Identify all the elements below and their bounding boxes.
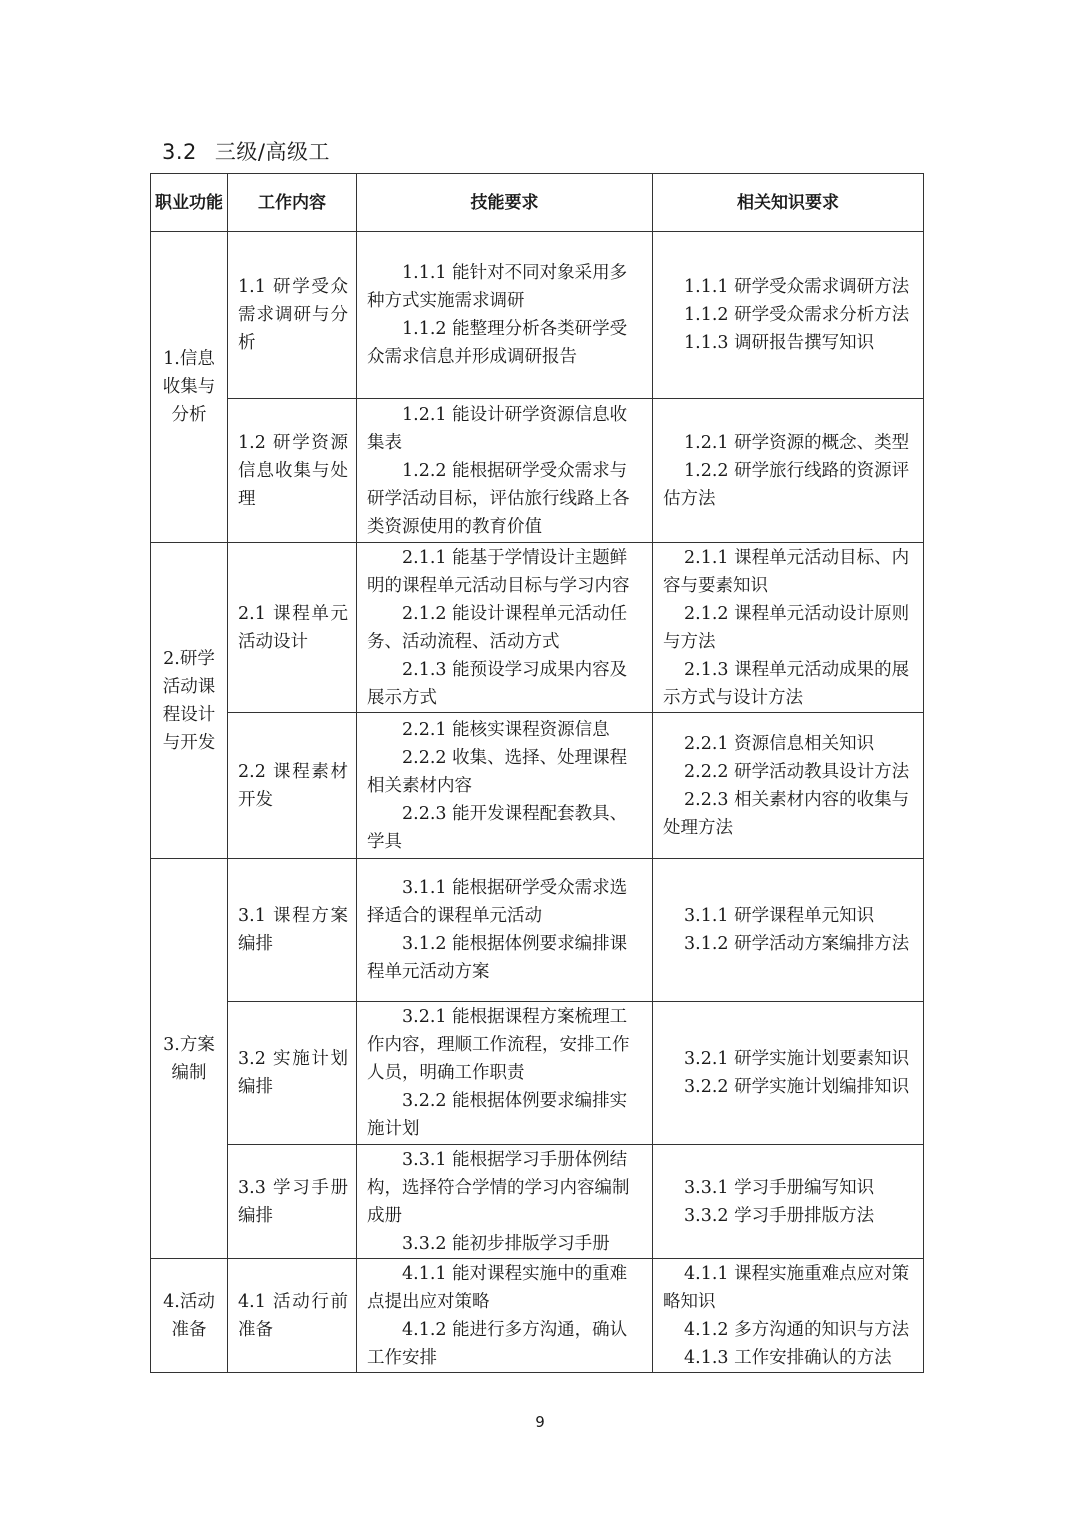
skill-cell xyxy=(357,399,653,543)
skill-cell xyxy=(357,232,653,399)
skill-item: 3.2.2 能根据体例要求编排实施计划 xyxy=(367,1091,628,1139)
knowledge-item: 1.2.2 研学旅行线路的资源评估方法 xyxy=(663,460,910,509)
knowledge-item: 3.3.1 学习手册编写知识 xyxy=(684,1177,875,1198)
function-cell: 2.研学活动课程设计与开发 xyxy=(151,543,228,859)
work-cell: 3.1 课程方案编排 xyxy=(228,859,357,1002)
skill-item: 2.2.1 能核实课程资源信息 xyxy=(402,719,610,740)
work-cell: 2.1 课程单元活动设计 xyxy=(228,543,357,713)
knowledge-item: 4.1.2 多方沟通的知识与方法 xyxy=(684,1319,910,1340)
knowledge-cell xyxy=(653,1259,924,1373)
knowledge-cell xyxy=(653,232,924,399)
knowledge-cell xyxy=(653,543,924,713)
section-number: 3.2 xyxy=(162,140,197,164)
knowledge-item: 3.3.2 学习手册排版方法 xyxy=(684,1205,875,1226)
skill-item: 2.1.3 能预设学习成果内容及展示方式 xyxy=(367,659,628,708)
knowledge-item: 3.2.2 研学实施计划编排知识 xyxy=(684,1077,910,1097)
knowledge-cell xyxy=(653,399,924,543)
table-row xyxy=(151,713,924,859)
skill-item: 4.1.1 能对课程实施中的重难点提出应对策略 xyxy=(367,1263,628,1312)
section-title xyxy=(162,136,330,166)
skill-standard-table xyxy=(150,173,924,1373)
work-cell: 4.1 活动行前准备 xyxy=(228,1259,357,1373)
work-cell: 3.3 学习手册编排 xyxy=(228,1145,357,1259)
skill-item: 3.3.1 能根据学习手册体例结构，选择符合学情的学习内容编制成册 xyxy=(367,1149,630,1226)
knowledge-item: 1.1.3 调研报告撰写知识 xyxy=(684,333,875,353)
skill-item: 2.2.3 能开发课程配套教具、学具 xyxy=(367,803,628,852)
table-row xyxy=(151,232,924,399)
page-number: 9 xyxy=(535,1413,545,1431)
skill-item: 1.2.1 能设计研学资源信息收集表 xyxy=(367,404,628,453)
knowledge-item: 1.1.2 研学受众需求分析方法 xyxy=(684,305,910,325)
skill-item: 2.1.2 能设计课程单元活动任务、活动流程、活动方式 xyxy=(367,603,628,652)
header-knowledge: 相关知识要求 xyxy=(653,174,924,232)
skill-item: 3.2.1 能根据课程方案梳理工作内容，理顺工作流程，安排工作人员，明确工作职责 xyxy=(367,1007,630,1083)
skill-cell xyxy=(357,1145,653,1259)
knowledge-item: 2.2.2 研学活动教具设计方法 xyxy=(684,761,910,782)
work-cell: 1.2 研学资源信息收集与处理 xyxy=(228,399,357,543)
section-title-text: 三级/高级工 xyxy=(214,140,330,164)
skill-cell xyxy=(357,859,653,1002)
work-cell: 1.1 研学受众需求调研与分析 xyxy=(228,232,357,399)
skill-item: 2.2.2 收集、选择、处理课程相关素材内容 xyxy=(367,747,628,796)
skill-item: 2.1.1 能基于学情设计主题鲜明的课程单元活动目标与学习内容 xyxy=(367,547,630,596)
knowledge-cell xyxy=(653,859,924,1002)
table-row xyxy=(151,543,924,713)
knowledge-cell xyxy=(653,713,924,859)
header-work: 工作内容 xyxy=(228,174,357,232)
knowledge-item: 2.1.3 课程单元活动成果的展示方式与设计方法 xyxy=(663,659,910,708)
header-row xyxy=(151,174,924,232)
knowledge-item: 4.1.3 工作安排确认的方法 xyxy=(684,1347,892,1368)
knowledge-item: 3.2.1 研学实施计划要素知识 xyxy=(684,1049,910,1069)
knowledge-item: 1.2.1 研学资源的概念、类型 xyxy=(684,432,910,453)
table-row xyxy=(151,399,924,543)
knowledge-item: 3.1.1 研学课程单元知识 xyxy=(684,906,875,926)
header-function: 职业功能 xyxy=(151,174,228,232)
skill-item: 1.1.1 能针对不同对象采用多种方式实施需求调研 xyxy=(367,263,628,311)
skill-cell xyxy=(357,1002,653,1145)
knowledge-cell xyxy=(653,1002,924,1145)
knowledge-item: 2.2.3 相关素材内容的收集与处理方法 xyxy=(663,789,910,838)
function-cell: 4.活动准备 xyxy=(151,1259,228,1373)
knowledge-item: 2.1.2 课程单元活动设计原则与方法 xyxy=(663,603,910,652)
skill-item: 3.1.2 能根据体例要求编排课程单元活动方案 xyxy=(367,934,628,982)
skill-cell xyxy=(357,713,653,859)
knowledge-item: 3.1.2 研学活动方案编排方法 xyxy=(684,934,910,954)
skill-item: 1.1.2 能整理分析各类研学受众需求信息并形成调研报告 xyxy=(367,319,628,367)
skill-item: 3.3.2 能初步排版学习手册 xyxy=(402,1233,610,1254)
knowledge-item: 2.2.1 资源信息相关知识 xyxy=(684,733,875,754)
function-cell: 1.信息收集与分析 xyxy=(151,232,228,543)
skill-item: 1.2.2 能根据研学受众需求与研学活动目标，评估旅行线路上各类资源使用的教育价值 xyxy=(367,460,630,537)
function-cell: 3.方案编制 xyxy=(151,859,228,1259)
skill-cell xyxy=(357,543,653,713)
header-skill: 技能要求 xyxy=(357,174,653,232)
work-cell: 2.2 课程素材开发 xyxy=(228,713,357,859)
work-cell: 3.2 实施计划编排 xyxy=(228,1002,357,1145)
skill-cell xyxy=(357,1259,653,1373)
knowledge-cell xyxy=(653,1145,924,1259)
table-row xyxy=(151,859,924,1002)
table-row xyxy=(151,1145,924,1259)
knowledge-item: 2.1.1 课程单元活动目标、内容与要素知识 xyxy=(663,547,910,596)
knowledge-item: 1.1.1 研学受众需求调研方法 xyxy=(684,277,910,297)
table-row xyxy=(151,1002,924,1145)
table-row xyxy=(151,1259,924,1373)
skill-item: 3.1.1 能根据研学受众需求选择适合的课程单元活动 xyxy=(367,878,628,926)
knowledge-item: 4.1.1 课程实施重难点应对策略知识 xyxy=(663,1263,910,1312)
skill-item: 4.1.2 能进行多方沟通，确认工作安排 xyxy=(367,1319,628,1368)
